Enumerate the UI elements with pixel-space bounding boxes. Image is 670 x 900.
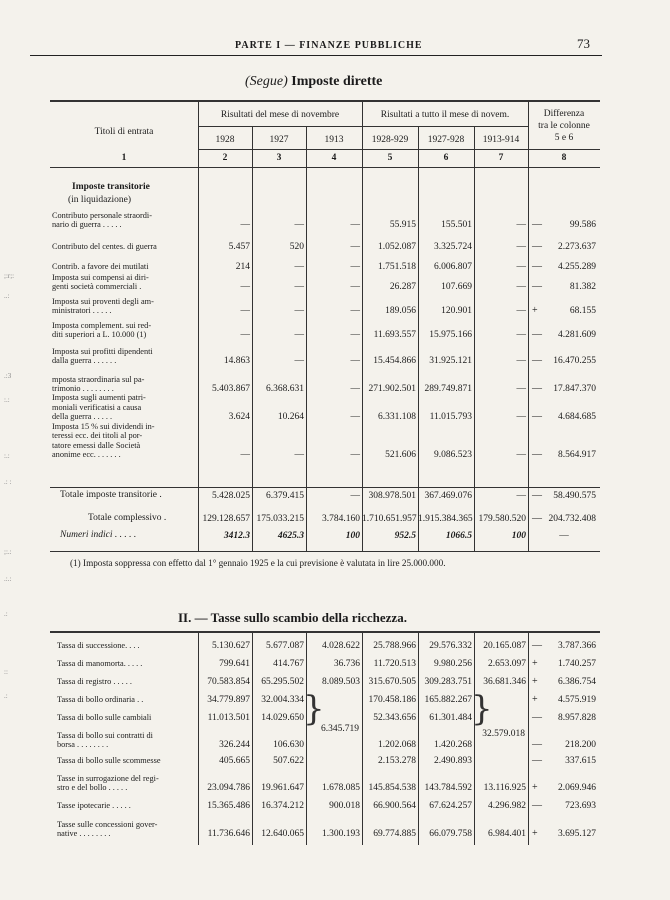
table-cell: 1.678.085	[322, 783, 360, 793]
table-cell: 1066.5	[445, 531, 472, 541]
t1-top-rule	[50, 100, 600, 102]
table-cell: 175.033.215	[256, 514, 304, 524]
table-cell: —	[516, 412, 526, 422]
margin-mark: .: :	[4, 478, 12, 486]
table-cell: 4.028.622	[322, 641, 360, 651]
table-cell: —	[350, 242, 360, 252]
diff-sign: —	[532, 261, 542, 272]
table-cell: 1.052.087	[378, 242, 416, 252]
diff-sign: +	[532, 828, 538, 839]
year-1928: 1928	[215, 135, 235, 145]
group2-header: Risultati a tutto il mese di novem.	[380, 110, 510, 120]
table-cell: 6.368.631	[266, 384, 304, 394]
table-cell: 952.5	[394, 531, 416, 541]
table-cell: 326.244	[219, 740, 250, 750]
table-cell: 20.165.087	[483, 641, 526, 651]
col-title-header: Titoli di entrata	[94, 127, 154, 137]
table1-title	[245, 74, 382, 90]
table-cell: 507.622	[273, 756, 304, 766]
table-cell: 11.013.501	[207, 713, 250, 723]
table-cell: 3.784.160	[322, 514, 360, 524]
diff-sign: —	[532, 329, 542, 340]
table-cell: 120.901	[441, 306, 472, 316]
row-label: Tasse in surrogazione del regi-	[57, 773, 159, 783]
table-cell: 36.736	[333, 659, 360, 669]
diff-sign: +	[532, 782, 538, 793]
table-cell: 799.641	[219, 659, 250, 669]
diff-value: 3.695.127	[558, 829, 596, 839]
diff-value: 6.386.754	[558, 677, 596, 687]
row-label: Imposta complement. sui red-	[52, 320, 152, 330]
table-cell: —	[294, 306, 304, 316]
row-label: nario di guerra . . . . .	[52, 220, 122, 229]
table-cell: 16.374.212	[261, 801, 304, 811]
table-cell: 8.089.503	[322, 677, 360, 687]
table-cell: 367.469.076	[424, 491, 472, 501]
table-cell: 25.788.966	[373, 641, 416, 651]
table-cell: 65.295.502	[261, 677, 304, 687]
year-1913-914: 1913-914	[482, 135, 520, 145]
margin-mark: .:3	[4, 372, 12, 380]
table-cell: 309.283.751	[424, 677, 472, 687]
table-cell: 145.854.538	[368, 783, 416, 793]
table-cell: —	[350, 306, 360, 316]
diff-value: 3.787.366	[558, 641, 596, 651]
table-cell: 315.670.505	[368, 677, 416, 687]
row-label: Tassa di bollo sulle scommesse	[57, 756, 161, 765]
table-cell: 214	[235, 262, 250, 272]
page-number: 73	[577, 36, 590, 51]
row-label: Tassa di manomorta. . . . .	[57, 659, 143, 668]
table-cell: 66.079.758	[429, 829, 472, 839]
row-label: Tasse ipotecarie . . . . .	[57, 801, 131, 810]
table-cell: —	[240, 330, 250, 340]
table-cell: 106.630	[273, 740, 304, 750]
row-label: Tassa di successione. . . .	[57, 641, 140, 650]
diff-sign: —	[532, 755, 542, 766]
t1-totals-rule	[50, 487, 600, 488]
diff-header-line-1: Differenza	[543, 109, 585, 119]
table-cell: 69.774.885	[373, 829, 416, 839]
row-label: mposta straordinaria sul pa-	[52, 374, 145, 384]
diff-value: 4.575.919	[558, 695, 596, 705]
t2-vline-7	[528, 633, 529, 845]
row-label: Imposta sui compensi ai diri-	[52, 272, 149, 282]
table-cell: 32.004.334	[261, 695, 304, 705]
t2-top-rule	[50, 631, 600, 633]
table-cell: —	[294, 330, 304, 340]
row-label: tatore emessi dalle Società	[52, 440, 141, 450]
table-cell: 308.978.501	[368, 491, 416, 501]
table-cell: —	[240, 220, 250, 230]
table-cell: —	[350, 330, 360, 340]
margin-mark: .:.:	[4, 575, 12, 583]
diff-value: 4.281.609	[558, 330, 596, 340]
table-cell: 19.961.647	[261, 783, 304, 793]
col-num-5: 5	[387, 153, 393, 163]
table-cell: 70.583.854	[207, 677, 250, 687]
row-label: Totale imposte transitorie .	[60, 490, 162, 500]
diff-value: 68.155	[569, 306, 596, 316]
table-cell: 2.153.278	[378, 756, 416, 766]
table-cell: 5.457	[228, 242, 250, 252]
table-cell: 6.379.415	[266, 491, 304, 501]
bracket-col4-value: 6.345.719	[321, 724, 359, 734]
table-cell: 11.720.513	[373, 659, 416, 669]
table-cell: 189.056	[385, 306, 416, 316]
table-cell: —	[516, 491, 526, 501]
table-cell: 900.018	[329, 801, 360, 811]
table-cell: 2.653.097	[488, 659, 526, 669]
table-cell: 5.428.025	[212, 491, 250, 501]
table-cell: 11.015.793	[429, 412, 472, 422]
table-cell: 165.882.267	[424, 695, 472, 705]
table-cell: 6.331.108	[378, 412, 416, 422]
group1-header: Risultati del mese di novembre	[220, 110, 340, 120]
table-cell: —	[350, 412, 360, 422]
diff-sign: +	[532, 676, 538, 687]
header-rule	[30, 55, 602, 56]
table-cell: —	[294, 282, 304, 292]
col-num-1: 1	[121, 153, 127, 163]
row-label: della guerra . . . . .	[52, 412, 113, 421]
table-cell: 34.779.897	[207, 695, 250, 705]
table-cell: 13.116.925	[483, 783, 526, 793]
section-subtitle: (in liquidazione)	[68, 195, 132, 205]
diff-value: 99.586	[569, 220, 596, 230]
row-label: borsa . . . . . . . .	[57, 740, 109, 749]
table-cell: —	[294, 356, 304, 366]
table-cell: 179.580.520	[478, 514, 526, 524]
t1-group-rule	[198, 126, 528, 127]
table-cell: 155.501	[441, 220, 472, 230]
diff-sign: —	[532, 355, 542, 366]
table-cell: 100	[345, 531, 360, 541]
table-cell: —	[240, 450, 250, 460]
table-cell: 405.665	[219, 756, 250, 766]
table-cell: 143.784.592	[424, 783, 472, 793]
table-cell: 66.900.564	[373, 801, 416, 811]
table-cell: 9.980.256	[434, 659, 472, 669]
row-label: dalla guerra . . . . . .	[52, 356, 117, 365]
table-cell: 67.624.257	[429, 801, 472, 811]
table-cell: —	[350, 450, 360, 460]
diff-sign: —	[532, 281, 542, 292]
diff-value: 58.490.575	[553, 491, 596, 501]
diff-value: 204.732.408	[548, 514, 596, 524]
table-cell: 4625.3	[277, 531, 304, 541]
diff-sign: +	[532, 305, 538, 316]
row-label: genti società commerciali .	[52, 282, 142, 291]
margin-mark: ::	[4, 668, 8, 676]
diff-sign: —	[532, 800, 542, 811]
diff-sign: —	[532, 241, 542, 252]
table-cell: 23.094.786	[207, 783, 250, 793]
table-cell: —	[516, 282, 526, 292]
diff-value: 4.684.685	[558, 412, 596, 422]
row-label: teressi ecc. dei titoli al por-	[52, 431, 143, 440]
table-cell: 55.915	[389, 220, 416, 230]
table-cell: 52.343.656	[373, 713, 416, 723]
table-cell: 11.736.646	[207, 829, 250, 839]
table-cell: 107.669	[441, 282, 472, 292]
diff-sign: —	[532, 449, 542, 460]
table-cell: —	[294, 220, 304, 230]
year-1927: 1927	[269, 135, 289, 145]
table-cell: 129.128.657	[202, 514, 250, 524]
table-cell: —	[240, 282, 250, 292]
row-label: Tassa di bollo sui contratti di	[57, 730, 153, 740]
row-label: moniali verificatisi a causa	[52, 402, 142, 412]
table-cell: 36.681.346	[483, 677, 526, 687]
table-cell: 10.264	[277, 412, 304, 422]
table-cell: 26.287	[389, 282, 416, 292]
diff-sign: —	[532, 513, 542, 524]
table-cell: 1.915.384.365	[418, 514, 473, 524]
table-cell: 521.606	[385, 450, 416, 460]
table-cell: —	[294, 450, 304, 460]
table-cell: —	[350, 384, 360, 394]
table1-title-prefix: (Segue)	[245, 74, 288, 89]
table-cell: 170.458.186	[368, 695, 416, 705]
margin-mark: :.:	[4, 396, 10, 404]
diff-value: 218.200	[565, 740, 596, 750]
section-title: Imposte transitorie	[72, 182, 150, 192]
table-cell: 1.751.518	[378, 262, 416, 272]
table-cell: —	[350, 282, 360, 292]
diff-value: 17.847.370	[553, 384, 596, 394]
table-cell: —	[516, 220, 526, 230]
t1-vline-7	[528, 100, 529, 551]
table-cell: —	[516, 330, 526, 340]
row-label: ministratori . . . . .	[52, 306, 112, 315]
col-num-4: 4	[331, 153, 337, 163]
table-cell: 5.130.627	[212, 641, 250, 651]
table2-title: II. — Tasse sullo scambio della ricchezza.	[178, 610, 407, 625]
table-cell: 520	[289, 242, 304, 252]
table-cell: 4.296.982	[488, 801, 526, 811]
t1-year-rule	[198, 149, 600, 150]
t1-head-bottom-rule	[50, 167, 600, 168]
table-cell: —	[350, 491, 360, 501]
table-cell: 9.086.523	[434, 450, 472, 460]
diff-sign: —	[532, 411, 542, 422]
table-cell: —	[350, 356, 360, 366]
table-cell: 5.403.867	[212, 384, 250, 394]
t1-bottom-rule	[50, 551, 600, 552]
table-cell: 2.490.893	[434, 756, 472, 766]
table-cell: 271.902.501	[368, 384, 416, 394]
row-label: Imposta 15 % sui dividendi in-	[52, 421, 155, 431]
table-cell: 100	[511, 531, 526, 541]
diff-value: 81.382	[569, 282, 596, 292]
table-cell: —	[516, 262, 526, 272]
row-label: diti superiori a L. 10.000 (1)	[52, 330, 147, 339]
diff-sign: —	[532, 712, 542, 723]
table-cell: 3.325.724	[434, 242, 472, 252]
table-cell: —	[350, 220, 360, 230]
diff-value: 723.693	[565, 801, 596, 811]
table-cell: 1.710.651.957	[362, 514, 417, 524]
table-cell: —	[516, 306, 526, 316]
diff-sign: —	[532, 219, 542, 230]
diff-value: 8.564.917	[558, 450, 596, 460]
margin-mark: ;:.:	[4, 548, 12, 556]
diff-sign: +	[532, 694, 538, 705]
table-cell: 1.202.068	[378, 740, 416, 750]
row-label: Tasse sulle concessioni gover-	[57, 819, 158, 829]
table-cell: 11.693.557	[373, 330, 416, 340]
row-label: Tassa di bollo sulle cambiali	[57, 713, 152, 722]
footnote: (1) Imposta soppressa con effetto dal 1° gennaio 1925 e la cui previsione è valutata in lire 25.000.000.	[70, 558, 446, 568]
diff-sign: —	[532, 640, 542, 651]
table-cell: 1.300.193	[322, 829, 360, 839]
table-cell: 12.640.065	[261, 829, 304, 839]
table-cell: 5.677.087	[266, 641, 304, 651]
table-cell: —	[516, 356, 526, 366]
table-cell: 14.029.650	[261, 713, 304, 723]
table1-title-main: Imposte dirette	[291, 74, 383, 89]
diff-sign: —	[532, 739, 542, 750]
bracket-col4-brace: }	[303, 689, 325, 729]
row-label: Imposta sui proventi degli am-	[52, 296, 154, 306]
diff-sign: +	[532, 658, 538, 669]
table-cell: —	[294, 262, 304, 272]
row-label: trimonio . . . . . . . .	[52, 384, 114, 393]
table-cell: 414.767	[273, 659, 304, 669]
year-1928-929: 1928-929	[371, 135, 409, 145]
diff-value: 8.957.828	[558, 713, 596, 723]
margin-mark: ;:r;:	[4, 272, 15, 280]
row-label: anonime ecc. . . . . . .	[52, 450, 121, 459]
t1-vline-4	[362, 100, 363, 551]
diff-value: 1.740.257	[558, 659, 596, 669]
row-label: Totale complessivo .	[88, 513, 167, 523]
row-label: Imposta sugli aumenti patri-	[52, 393, 146, 402]
table-cell: —	[350, 262, 360, 272]
col-num-3: 3	[276, 153, 282, 163]
row-label: Contributo del centes. di guerra	[52, 242, 157, 251]
table-cell: 14.863	[223, 356, 250, 366]
diff-value: 2.273.637	[558, 242, 596, 252]
table-cell: 31.925.121	[429, 356, 472, 366]
diff-header-line-3: 5 e 6	[554, 133, 574, 143]
row-label: Numeri indici . . . . .	[60, 530, 137, 540]
bracket-col7-value: 32.579.018	[482, 729, 525, 739]
table-cell: —	[516, 450, 526, 460]
diff-value: 337.615	[565, 756, 596, 766]
col-num-7: 7	[498, 153, 504, 163]
table-cell: 61.301.484	[429, 713, 472, 723]
margin-mark: :.:	[4, 452, 10, 460]
diff-header	[528, 108, 600, 144]
table-cell: —	[516, 384, 526, 394]
diff-value: 2.069.946	[558, 783, 596, 793]
diff-header-line-2: tra le colonne	[538, 121, 590, 131]
row-label: Tassa di registro . . . . .	[57, 677, 132, 686]
diff-value: 4.255.289	[558, 262, 596, 272]
table-cell: 15.365.486	[207, 801, 250, 811]
row-label: Tassa di bollo ordinaria . .	[57, 695, 144, 704]
table-cell: —	[516, 242, 526, 252]
running-header: PARTE I — FINANZE PUBBLICHE	[235, 40, 423, 51]
row-label: Contrib. a favore dei mutilati	[52, 262, 149, 271]
table-cell: 15.975.166	[429, 330, 472, 340]
row-label: Imposta sui profitti dipendenti	[52, 346, 153, 356]
table-cell: 6.006.807	[434, 262, 472, 272]
diff-value: —	[559, 531, 569, 541]
row-label: stro e del bollo . . . . .	[57, 783, 128, 792]
row-label: Contributo personale straordi-	[52, 210, 153, 220]
table-cell: 29.576.332	[429, 641, 472, 651]
col-num-6: 6	[443, 153, 449, 163]
table-cell: 3.624	[228, 412, 250, 422]
table-cell: 15.454.866	[373, 356, 416, 366]
table-cell: 3412.3	[223, 531, 250, 541]
diff-sign: —	[532, 383, 542, 394]
t1-vline-1	[198, 100, 199, 551]
table-cell: 1.420.268	[434, 740, 472, 750]
row-label: native . . . . . . . .	[57, 829, 111, 838]
col-num-2: 2	[222, 153, 228, 163]
year-1913: 1913	[324, 135, 344, 145]
margin-mark: .:	[4, 610, 8, 618]
table-cell: —	[240, 306, 250, 316]
margin-mark: .:	[4, 692, 8, 700]
bracket-col7-brace: }	[471, 689, 493, 729]
margin-mark: ..:	[4, 292, 10, 300]
diff-value: 16.470.255	[553, 356, 596, 366]
table-cell: 6.984.401	[488, 829, 526, 839]
year-1927-928: 1927-928	[427, 135, 465, 145]
table-cell: 289.749.871	[424, 384, 472, 394]
diff-sign: —	[532, 490, 542, 501]
col-num-8: 8	[561, 153, 567, 163]
